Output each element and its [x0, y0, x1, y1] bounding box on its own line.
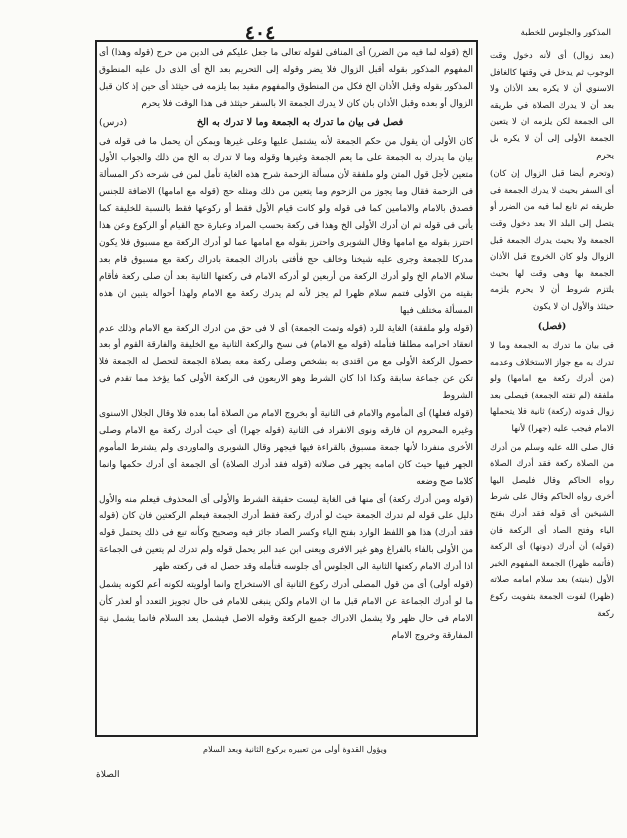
- margin-commentary-column: [490, 48, 614, 748]
- margin-paragraph: (وتحرم أيضا قبل الزوال إن كان) أى السفر بحيث لا يدرك الجمعة فى طريقه ثم تابع لما فيه من الضرر أو يتصل إلى البلد الا بعد دخول وقت الجمعة ولا بحيث يدرك الجمعة قبل الزوال ولو كان الخروج قبل الأذان الجمعة بها وهى وقت لها بحيث يلتزم شروط أن لا يحرم يلزمه حيثئذ والأول ان لا يكون: [490, 169, 614, 312]
- main-paragraph: (قوله فعلها) أى المأموم والامام فى الثانية أو بخروج الامام من الصلاة أما بعده فلا وقال الجلال الاسنوى وغيره المحروم ان فارقه ونوى الانفراد فى الثانية (قوله جهرا) أى حيث أدرك ركعة مع الامام وصلى الأخرى منفردا لأنها جمعة مسبوق بالقراءة فيها فيجهر وقال الشوبرى والماوردى ولم يشترط المأموم الجهر فيها حيث كان امامه يجهر فى صلاته (قوله فقد أدرك الصلاة) أى الجمعة أى أدرك حكمها وانما كلاما صح وضعه: [99, 409, 473, 487]
- margin-paragraph: (بعد زوال) أى لأنه دخول وقت الوجوب ثم يدخل في وقتها كالغافل الاسنوي أن لا يكره بعد الأذان ولا بعد أن لا يدرك الصلاة في طريقه الى الجمعة لكن يلزمه ان لا يتعين الجمعة الأولى إلى أن لا يكره بل يحرم: [490, 51, 614, 161]
- main-paragraph: (قوله أولى) أى من قول المصلى أدرك ركوع الثانية أى الاستخراج وانما أولويته لكونه أعم لكونه يشمل ما لو أدرك الجماعة عن الامام قبل ما ان الامام ولكن ينبغى للامام فى حال تجويز التعدد أو لعذر كأن الامام فى حال ظهر ولا يشمل الادراك جميع الركعة وقوله الاصل فيشمل بعد السلام فانما يشمل نية المفارقة وخروج الامام: [99, 580, 473, 641]
- footer-line: ويؤول القدوة أولى من تعبيره بركوع الثانية وبعد السلام: [203, 744, 387, 754]
- section-marker: (درس): [99, 116, 128, 128]
- main-paragraph: كان الأولى أن يقول من حكم الجمعة لأنه يشتمل عليها وعلى غيرها ويمكن أن يحمل ما فى قوله فى بيان ما يدرك به الجمعة على ما يعم الجمعة وغيرها وقوله وما لا تدرك به الخ من ذلك والجواب الأول متعين لأجل قول المتن ولو ملفقة لأن مسألة الزحمة شرح هذه الغاية تأمل لمن فى شرحه ذكر المسألة فى الزحمة فقال وما يجوز من الزحوم وما يتعين من ذلك ومثله حج (قوله مع امامها) الاضافة للجنس فصدق بالامام والامامين كما فى قوله ولو كانت قيام الأول فقط أو ركوعها فقط بالنسبة للخليفة كما يأتى فى قوله ثم ان أدرك الأولى الخ وهذا فى ركعة بحسب المراد وعبارة حج القيام أو الركوع وعن هذا احترز بقوله مع امامها وقال الشوبرى واحترز بقوله مع امامها عما لو أدرك الركعة مع مسبوق فلا يكون مدركا للجمعة وجرى عليه شيخنا وخالف حج فأفتى بادراك الجمعة بادراك ركعة مع مسبوق قام بعد سلام الامام الخ ولو أدرك الركعة من أربعين لو أدركه الامام فى ركعتها الثانية بعد أن صلى ركعة فأقام بقيته من الأولى فتمم سلام ظهرا لم يجز لأنه لم يدرك ركعة مع الامام ولهذا أحواله يتبين ان هذه المسألة مختلف فيها: [99, 136, 473, 316]
- main-paragraph: (قوله ومن أدرك ركعة) أى منها فى الغاية ليست حقيقة الشرط والأولى أى المحذوف فيعلم منه والأول دليل على قوله لم تدرك الجمعة حيث لو أدرك ركعة فقط أدرك الجمعة فيعلم الركعتين فان كان (قوله فقد أدرك) هذا هو اللفظ الوارد بفتح الياء وكسر الصاد جائز فيه وصحيح وكأنه تبع فى ذلك يحتمل قوله من الأولى بالفاء بالفراغ وهو غير الافرى ويعنى ابن عبد البر يحمل قوله ولم تدرك لم يتعين فى الجماعة اذا أدرك الامام ركعتها الثانية الى الجلوس أى جلوسه فتأمله وقد حصل له فى ركعته ظهر: [99, 494, 473, 573]
- main-paragraph: (قوله ولو ملفقة) الغاية للرد (قوله وتمت الجمعة) أى لا فى حق من ادرك الركعة مع الامام وذلك عدم انعقاد احرامه مطلقا فتأمله (قوله مع الامام) فى نسخ والركعة الثانية مع الخليفة والفارقة القوم أو بعد حصول الركعة الأولى مع من اقتدى به بشخص وصلى ركعة معه بصلاة الجمعة لتحصل له الجمعة فلا تكن عن جماعة سابقة وكذا اذا كان الشرط وهو الاربعون فى الركعة الأولى كما يؤخذ مما تقدم فى الشروط: [99, 323, 473, 402]
- section-heading-text: فصل فى بيان ما تدرك به الجمعة وما لا تدرك به الخ: [196, 116, 404, 128]
- margin-header-note: المذكور والجلوس للخطبة: [520, 28, 611, 38]
- section-heading: [99, 115, 473, 132]
- margin-paragraph: قال صلى الله عليه وسلم من أدرك من الصلاة ركعة فقد أدرك الصلاة رواه الحاكم وقال فليصل اليها أخرى رواه الحاكم وقال على شرط الشيخين أى قوله فقد أدرك بفتح الياء وفتح الصاد أى الركعة فان (قوله) أن أدرك (دونها) أى الركعة (فأتمه ظهرا) الجمعة المفهوم الخبر الأول (بنيته) بعد سلام امامه صلاته (ظهرا) لفوت الجمعة بتفويت ركوع ركعة: [490, 442, 614, 619]
- page-number: ٤٠٤: [244, 22, 276, 44]
- margin-paragraph: فى بيان ما تدرك به الجمعة وما لا تدرك به مع جواز الاستخلاف وعدمه (من أدرك ركعة مع امامها) ولو ملفقة (لم تفته الجمعة) فيصلى بعد زوال قدوته (ركعة) ثانية فلا يتحملها الامام فيجب عليه (جهرا) لأنها: [490, 341, 614, 435]
- main-text-block: [99, 45, 473, 733]
- catchword: الصلاة: [96, 769, 120, 780]
- margin-section-heading: (فصل): [537, 320, 567, 332]
- main-paragraph: الخ (قوله لما فيه من الضرر) أى المنافى لقوله تعالى ما جعل عليكم فى الدين من حرج (قوله وهذا) أى المفهوم المذكور بقوله أقبل الزوال فلا يضر وقوله إلى التحريم بعد الخ أى الذى دل عليه المنطوق المذكور بقوله وقبل الأذان الخ فكل من المنطوق والمفهوم مقيد بما يلزمه فى حيثئذ أى حين إذ كان قبل الزوال أو بعده وقبل الأذان بان كان لا يدرك الجمعة الا بالسفر حيثئذ فى هذا الوقت فلا يحرم: [99, 48, 473, 109]
